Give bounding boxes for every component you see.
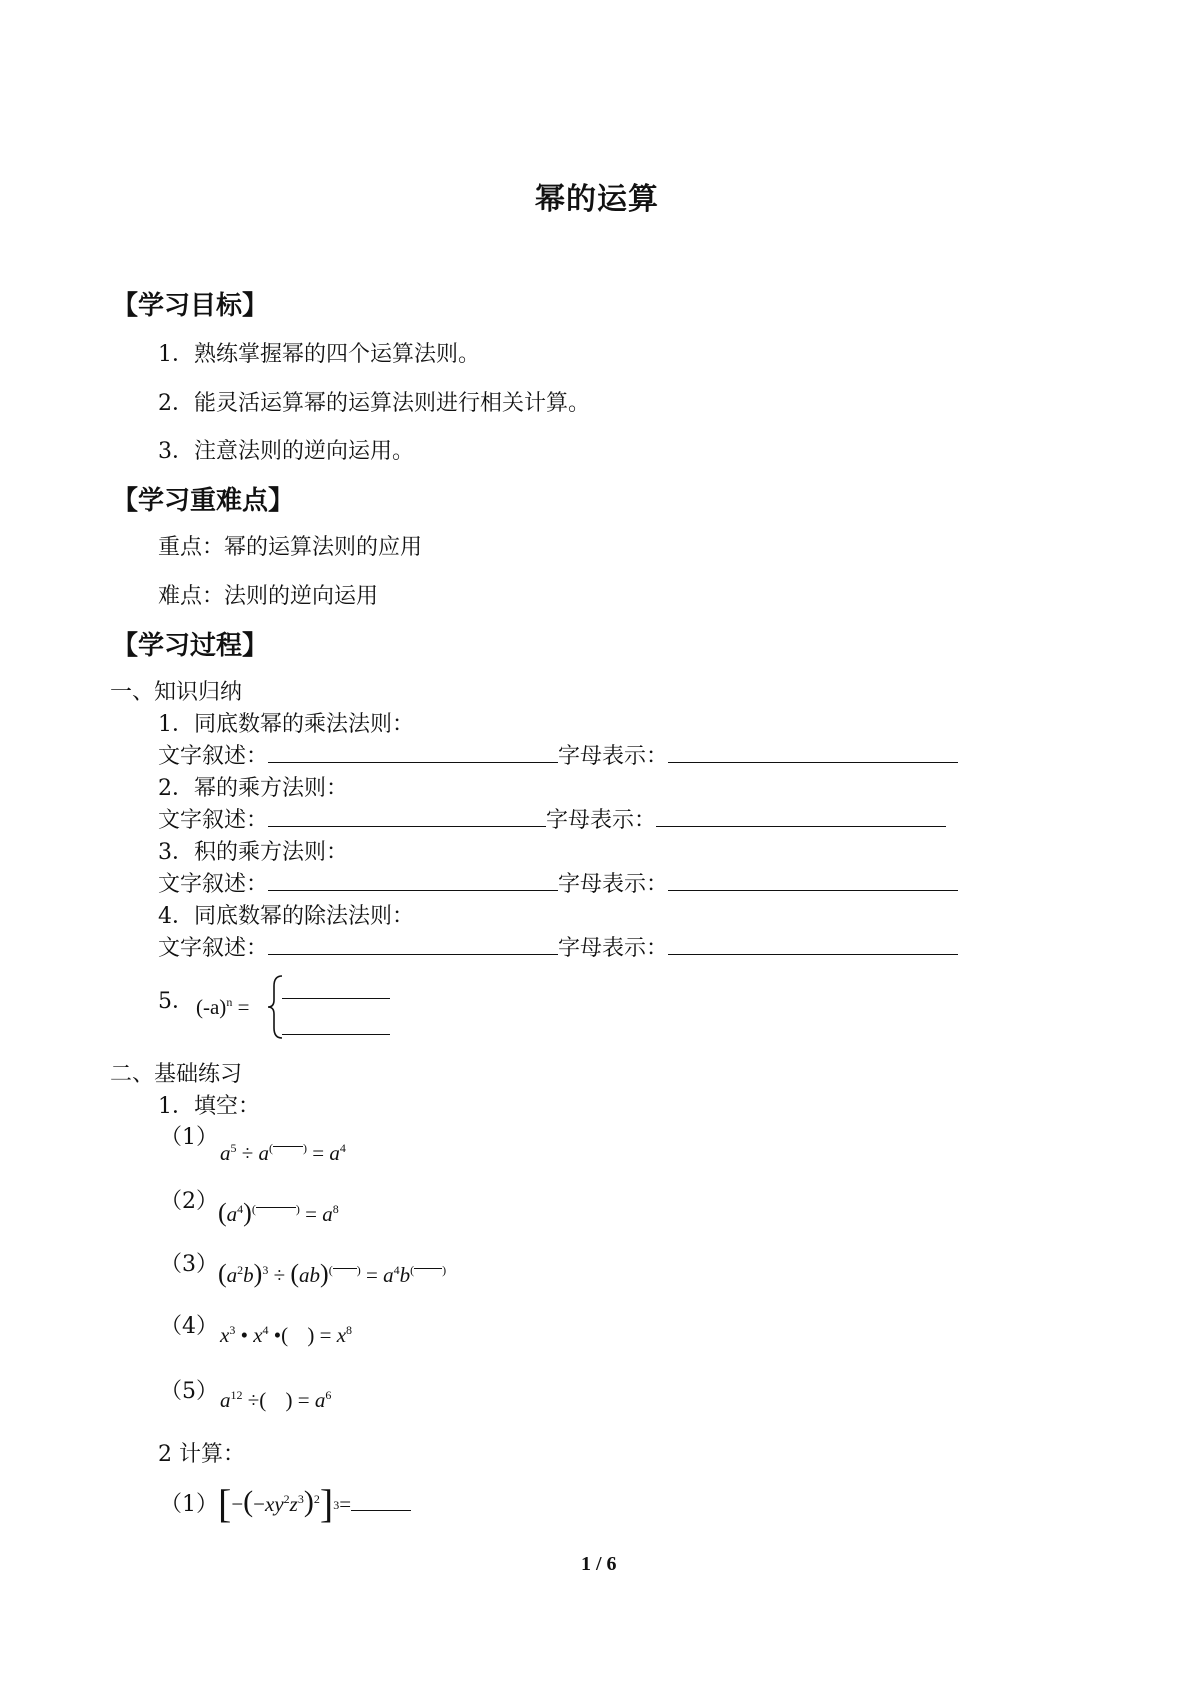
rule-label: 1．同底数幂的乘法法则：	[158, 712, 414, 737]
part1-title: 一、知识归纳	[110, 680, 243, 705]
difficult-point: 难点：法则的逆向运用	[158, 584, 379, 609]
letter-label: 字母表示：	[558, 936, 669, 961]
letter-label: 字母表示：	[558, 744, 669, 769]
answer-blank[interactable]	[268, 740, 558, 763]
answer-blank[interactable]	[273, 1138, 303, 1147]
fill-item-label: （1）	[160, 1125, 218, 1150]
process-heading: 【学习过程】	[112, 631, 269, 661]
rule-label: 3．积的乘方法则：	[158, 840, 348, 865]
page-title: 幂的运算	[535, 182, 659, 217]
fill-item-label: （4）	[160, 1314, 218, 1339]
rule-fill-row	[158, 931, 958, 962]
fill-expression: $x^3$ • $x^4$ •( ) = $x^8$	[220, 1323, 353, 1347]
rule-label: 4．同底数幂的除法法则：	[158, 904, 414, 929]
rule-fill-row	[158, 803, 946, 834]
keypoints-heading: 【学习重难点】	[112, 486, 295, 516]
answer-blank[interactable]	[668, 740, 958, 763]
fill-expression: $(a^4)^{( )} = a^8$	[218, 1198, 339, 1227]
answer-blank[interactable]	[414, 1260, 442, 1269]
answer-blank[interactable]	[656, 804, 946, 827]
fill-expression: $(a^2b)^3 \div (ab)^{( )} = a^4b^{( )}$	[218, 1259, 447, 1288]
answer-blank[interactable]	[282, 1034, 390, 1035]
answer-blank[interactable]	[333, 1260, 357, 1269]
page-number: 1 / 6	[581, 1553, 617, 1575]
part2-title: 二、基础练习	[110, 1062, 243, 1087]
fill-item-label: （5）	[160, 1379, 218, 1404]
answer-blank[interactable]	[668, 868, 958, 891]
fill-expression: $a^5 \div a^{( )} = a^4$	[220, 1138, 346, 1166]
text-desc-label: 文字叙述：	[158, 872, 269, 897]
item5-expression	[196, 995, 249, 1020]
goal-item: 2．能灵活运算幂的运算法则进行相关计算。	[158, 391, 590, 416]
rule-label: 2．幂的乘方法则：	[158, 776, 348, 801]
left-brace-icon	[266, 974, 286, 1040]
item5-base: (-a)	[196, 995, 227, 1019]
fill-item-label: （3）	[160, 1252, 218, 1277]
calc-title: 2 计算：	[158, 1442, 245, 1467]
item5-exponent: n	[226, 995, 233, 1009]
answer-blank[interactable]	[268, 804, 546, 827]
letter-label: 字母表示：	[546, 808, 657, 833]
goal-item: 3．注意法则的逆向运用。	[158, 439, 414, 464]
fill-item-label: （2）	[160, 1189, 218, 1214]
answer-blank[interactable]	[351, 1492, 411, 1511]
item5-label: 5．	[158, 989, 194, 1014]
goal-item: 1．熟练掌握幂的四个运算法则。	[158, 342, 480, 367]
text-desc-label: 文字叙述：	[158, 744, 269, 769]
answer-blank[interactable]	[268, 868, 558, 891]
fill-expression: $a^{12}$ ÷( ) = $a^6$	[220, 1388, 332, 1412]
text-desc-label: 文字叙述：	[158, 936, 269, 961]
answer-blank[interactable]	[282, 998, 390, 999]
calc-item-label: （1）	[160, 1492, 218, 1517]
goals-heading: 【学习目标】	[112, 291, 269, 321]
text-desc-label: 文字叙述：	[158, 808, 269, 833]
answer-blank[interactable]	[668, 932, 958, 955]
equals-sign: =	[237, 995, 250, 1019]
key-point: 重点：幂的运算法则的应用	[158, 535, 423, 560]
rule-fill-row	[158, 739, 958, 770]
answer-blank[interactable]	[256, 1199, 296, 1208]
rule-fill-row	[158, 867, 958, 898]
letter-label: 字母表示：	[558, 872, 669, 897]
calc-expression: $[-(-xy^2z^3)^2]^3=$	[218, 1480, 411, 1527]
answer-blank[interactable]	[268, 932, 558, 955]
fill-title: 1．填空：	[158, 1094, 260, 1119]
